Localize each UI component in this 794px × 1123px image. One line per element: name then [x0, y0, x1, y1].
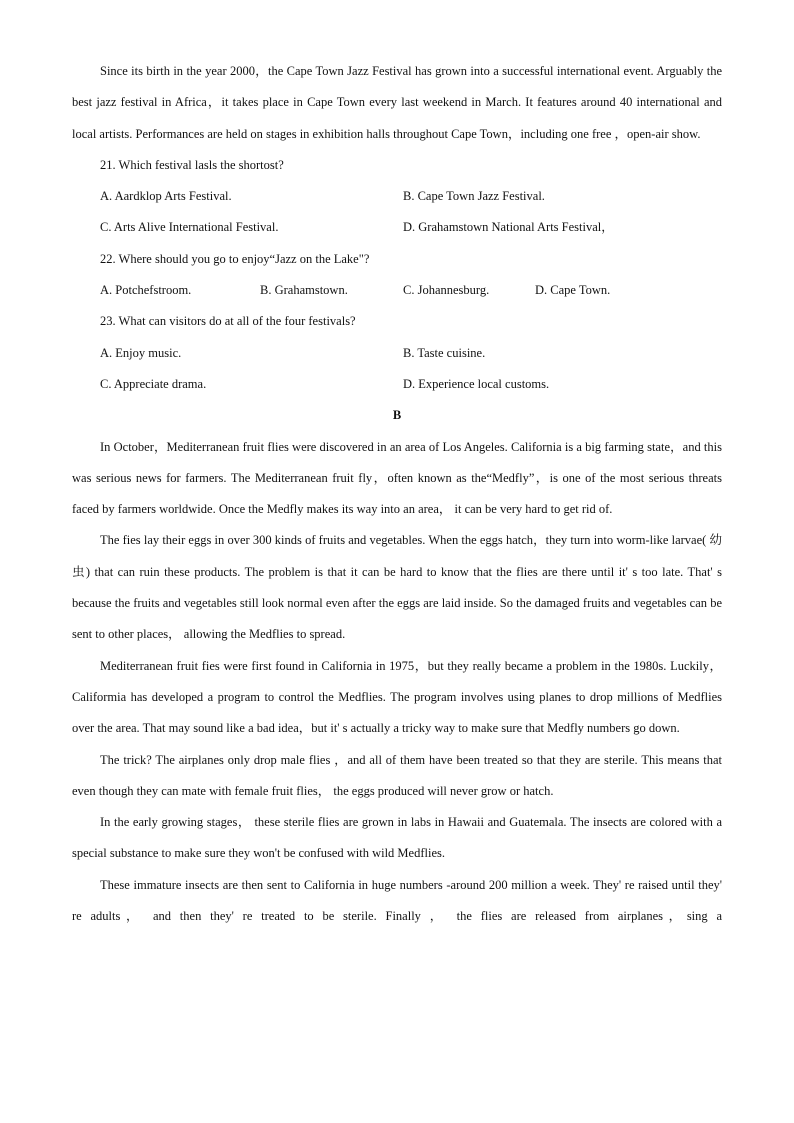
question-22-option-c[interactable]: C. Johannesburg. — [403, 283, 490, 298]
question-22-option-a[interactable]: A. Potchefstroom. — [100, 283, 192, 298]
passage-b-paragraph: In October，Mediterranean fruit flies were discovered in an area of Los Angeles. California is a big farming state，and this was serious news for farmers. The Mediterranean fruit fly，often known as the“Medfly”，is one of the most serious threats faced by farmers worldwide. Once the Medfly makes its way into an area， it can be very hard to get rid of. — [72, 439, 722, 517]
question-21-options-row-1 — [72, 181, 722, 212]
passage-b-paragraph: In the early growing stages， these sterile flies are grown in labs in Hawaii and Guatemala. The insects are colored with a special substance to make sure they won't be confused with wild Medflies. — [72, 815, 722, 861]
passage-b-paragraph: The fies lay their eggs in over 300 kinds of fruits and vegetables. When the eggs hatch，they turn into worm-like larvae( 幼虫) that can ruin these products. The problem is that it can be hard to know that the flies are there until it' s too late. That' s because the fruits and vegetables still look normal even after the eggs are laid inside. So the damaged fruits and vegetables can be sent to other places， allowing the Medflies to spread. — [72, 533, 722, 642]
question-23-option-a[interactable]: A. Enjoy music. — [100, 345, 182, 360]
question-22-option-d[interactable]: D. Cape Town. — [535, 283, 611, 298]
passage-b-paragraph: These immature insects are then sent to California in huge numbers -around 200 million a week. They' re raised until they' re adults， and then they' re treated to be sterile. Finally ， the flies are released from airplanes，sing a — [72, 877, 722, 924]
question-21-option-d[interactable]: D. Grahamstown National Arts Festival， — [403, 220, 614, 235]
question-21-option-b[interactable]: B. Cape Town Jazz Festival. — [403, 189, 545, 204]
question-23-stem: 23. What can visitors do at all of the four festivals? — [100, 314, 356, 329]
question-23-option-d[interactable]: D. Experience local customs. — [403, 376, 550, 391]
passage-b-paragraph: Mediterranean fruit fies were first found in California in 1975，but they really became a problem in the 1980s. Luckily，Califormia has developed a program to control the Medflies. The program involves using planes to drop millions of Medflies over the area. That may sound like a bad idea，but it' s actually a tricky way to make sure that Medfly numbers go down. — [72, 658, 722, 736]
question-23-option-b[interactable]: B. Taste cuisine. — [403, 345, 486, 360]
question-22-option-b[interactable]: B. Grahamstown. — [260, 283, 348, 298]
question-22-options-row — [72, 275, 722, 306]
document-page — [72, 56, 722, 932]
question-21-stem: 21. Which festival lasls the shortost? — [100, 157, 284, 172]
question-21-option-c[interactable]: C. Arts Alive International Festival. — [100, 220, 279, 235]
passage-b-paragraph: The trick? The airplanes only drop male flies ，and all of them have been treated so that they are sterile. This means that even though they can mate with female fruit flies， the eggs produced will never grow or hatch. — [72, 752, 722, 798]
section-b-heading: B — [392, 408, 402, 423]
question-21-option-a[interactable]: A. Aardklop Arts Festival. — [100, 189, 232, 204]
question-23-options-row-2 — [72, 369, 722, 400]
question-23-option-c[interactable]: C. Appreciate drama. — [100, 376, 207, 391]
passage-a-paragraph: Since its birth in the year 2000，the Cape Town Jazz Festival has grown into a successful international event. Arguably the best jazz festival in Africa，it takes place in Cape Town every last weekend in March. It features around 40 international and local artists. Performances are held on stages in exhibition halls throughout Cape Town，including one free ，open-air show. — [72, 64, 722, 141]
question-21-options-row-2 — [72, 212, 722, 243]
question-22-stem: 22. Where should you go to enjoy“Jazz on the Lake"? — [100, 251, 370, 266]
question-23-options-row-1 — [72, 338, 722, 369]
